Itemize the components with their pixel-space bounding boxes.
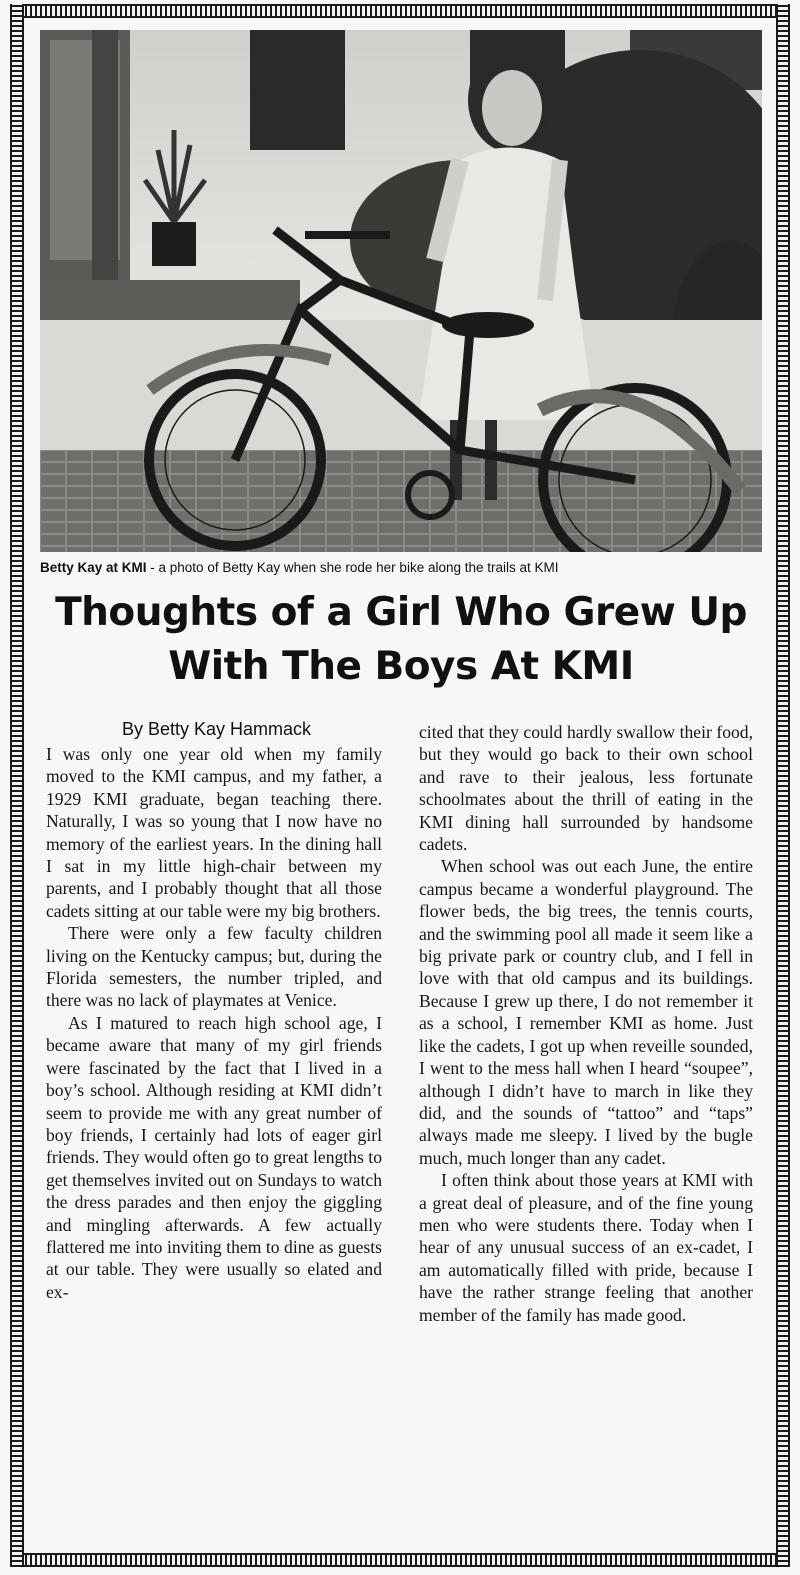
decorative-border-right (776, 4, 790, 1567)
caption-bold: Betty Kay at KMI (40, 560, 147, 575)
caption-text: - a photo of Betty Kay when she rode her bike along the trails at KMI (146, 560, 559, 575)
byline: By Betty Kay Hammack (122, 719, 312, 739)
paragraph: I was only one year old when my family moved to the KMI campus, and my father, a 1929 KMI graduate, began teaching there. Naturally, I was so young that I now have no memory of the earliest years. In the dining hall I sat in my little high-chair between my parents, and I probably thought that all those cadets sitting at our table were my big brothers. (46, 744, 382, 921)
paragraph: I often think about those years at KMI with a great deal of pleasure, and of the fine young men who were students there. Today when I hear of any unusual success of an ex-cadet, I am automatically filled with pride, because I have the rather strange feeling that another member of the family has made good. (419, 1170, 753, 1325)
headline-line-1: Thoughts of a Girl Who Grew Up (55, 590, 747, 635)
decorative-border-bottom (10, 1553, 790, 1567)
article-column-left (46, 718, 382, 1303)
decorative-border-left (10, 4, 24, 1567)
photo-girl-with-bicycle (40, 30, 762, 552)
headline-line-2: With The Boys At KMI (168, 644, 634, 689)
paragraph: As I matured to reach high school age, I became aware that many of my girl friends were fascinated by the fact that I lived in a boy’s school. Although residing at KMI didn’t seem to provide me with any great number of boy friends, I certainly had lots of eager girl friends. They would often go to great lengths to get themselves invited out on Sundays to watch the dress parades and then enjoy the giggling and mingling afterwards. A few actually flattered me into inviting them to dine as guests at our table. They were usually so elated and ex- (46, 1012, 382, 1302)
photo-caption (40, 560, 762, 575)
paragraph: There were only a few faculty children living on the Kentucky campus; but, during the Florida semesters, the number tripled, and there was no lack of playmates at Venice. (46, 923, 382, 1011)
article-headline (40, 586, 762, 694)
article-column-right (419, 721, 753, 1326)
paragraph: cited that they could hardly swallow their food, but they would go back to their own school and rave to their jealous, less fortunate schoolmates about the thrill of eating in the KMI dining hall surrounded by handsome cadets. (419, 722, 753, 855)
paragraph: When school was out each June, the entire campus became a wonderful playground. The flower beds, the big trees, the tennis courts, and the swimming pool all made it seem like a big private park or country club, and I fell in love with that old campus and its buildings. Because I grew up there, I do not remember it as a school, I remember KMI as home. Just like the cadets, I got up when reveille sounded, I went to the mess hall when I heard “soupee”, although I didn’t have to march in like they did, and the sounds of “tattoo” and “taps” always made me sleepy. I lived by the bugle much, much longer than any cadet. (419, 856, 753, 1168)
decorative-border-top (10, 4, 790, 18)
